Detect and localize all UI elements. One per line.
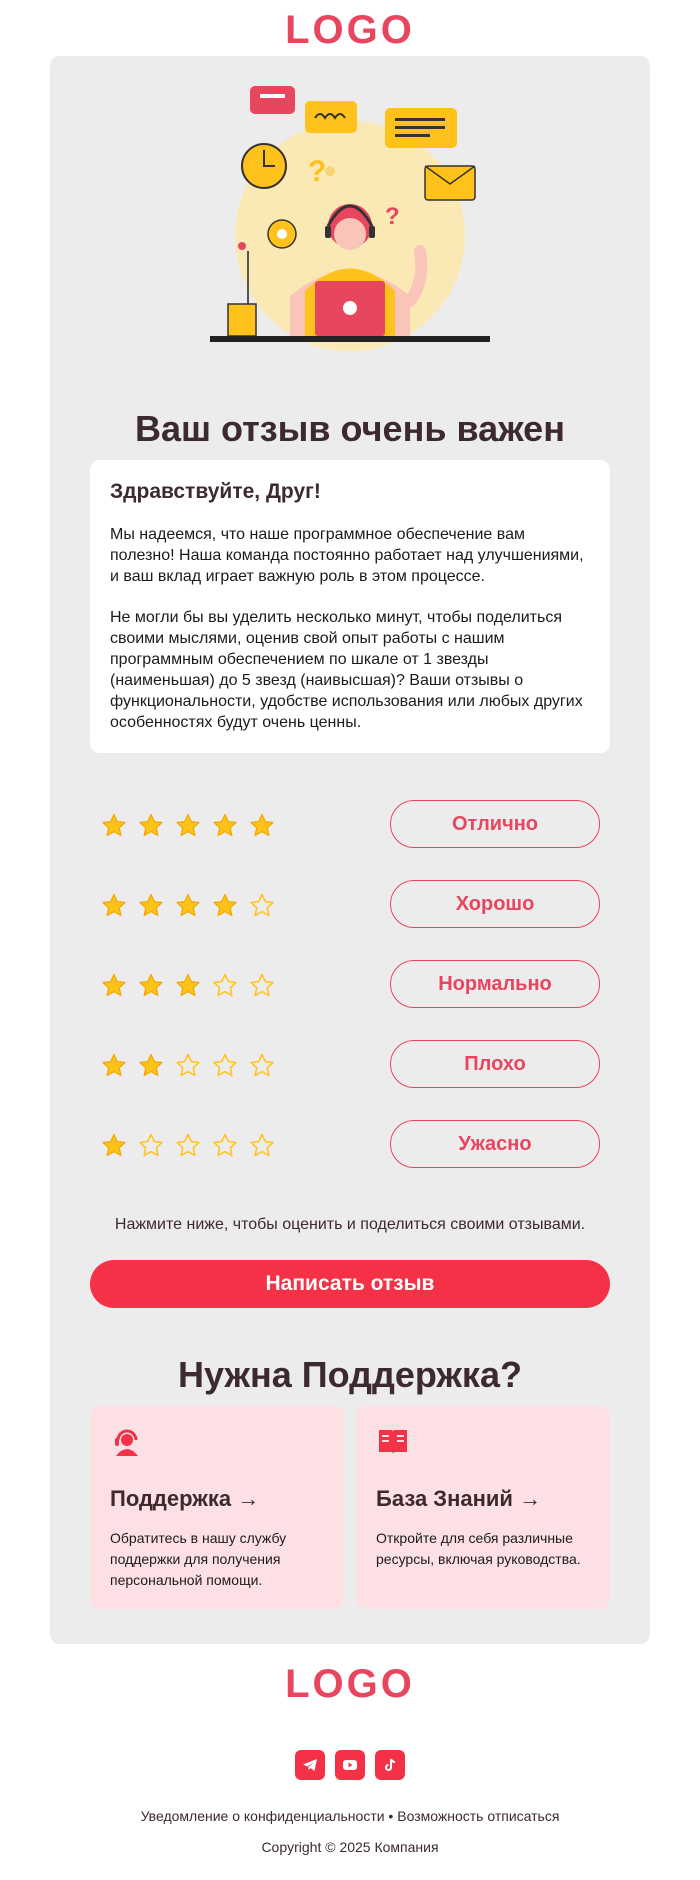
svg-text:?: ? [385,203,400,230]
star-filled-icon[interactable] [100,812,128,840]
rate-excellent-button[interactable]: Отлично [390,800,600,848]
star-empty-icon[interactable] [248,1052,276,1080]
support-title: Нужна Поддержка? [178,1354,522,1395]
tiktok-icon [382,1757,398,1773]
letter-paragraph-2: Не могли бы вы уделить несколько минут, чтобы поделиться своими мыслями, оценив свой опыт работы с нашим программным обеспечением по шкале от 1 звезды (наименьшая) до 5 звезд (наивысшая)? Ваши отзывы о функциональности, удобстве использования или любых других особенностях будут очень ценны. [110,609,583,731]
star-filled-icon[interactable] [174,972,202,1000]
rate-bad-button[interactable]: Плохо [390,1040,600,1088]
knowledge-base-card-title: База Знаний → [376,1486,542,1511]
support-agent-illustration [50,66,650,376]
star-filled-icon[interactable] [100,1132,128,1160]
footer-separator: • [384,1808,398,1824]
header-logo[interactable]: LOGO [285,8,415,52]
social-links [0,1750,700,1780]
rate-terrible-button[interactable]: Ужасно [390,1120,600,1168]
letter-card [90,460,610,753]
rating-row-1 [90,1120,610,1170]
tiktok-link[interactable] [375,1750,405,1780]
knowledge-base-card[interactable] [356,1406,610,1609]
star-filled-icon[interactable] [211,812,239,840]
star-filled-icon[interactable] [100,1052,128,1080]
footer-logo[interactable]: LOGO [285,1662,415,1706]
star-rating[interactable] [100,812,276,840]
star-rating[interactable] [100,1052,276,1080]
headline-line1: Ваш отзыв очень важен [135,408,565,449]
privacy-link[interactable]: Уведомление о конфиденциальности [140,1808,385,1824]
star-empty-icon[interactable] [174,1132,202,1160]
support-card-text: Обратитесь в нашу службу поддержки для получения персональной помощи. [110,1530,287,1588]
star-empty-icon[interactable] [248,1132,276,1160]
star-empty-icon[interactable] [211,972,239,1000]
book-icon [376,1424,410,1458]
star-filled-icon[interactable] [248,812,276,840]
star-empty-icon[interactable] [137,1132,165,1160]
support-card-title: Поддержка → [110,1486,260,1511]
star-rating[interactable] [100,1132,276,1160]
rating-row-3 [90,960,610,1010]
star-filled-icon[interactable] [174,892,202,920]
rating-row-4 [90,880,610,930]
rate-good-button[interactable]: Хорошо [390,880,600,928]
letter-paragraph-1: Мы надеемся, что наше программное обеспечение вам полезно! Наша команда постоянно работает над улучшениями, и ваш вклад играет важную роль в этом процессе. [110,526,584,585]
star-empty-icon[interactable] [211,1132,239,1160]
copyright: Copyright © 2025 Компания [261,1839,439,1855]
rating-hint: Нажмите ниже, чтобы оценить и поделиться своими отзывами. [114,1216,586,1233]
star-filled-icon[interactable] [137,1052,165,1080]
rating-row-2 [90,1040,610,1090]
star-filled-icon[interactable] [137,812,165,840]
telegram-link[interactable] [295,1750,325,1780]
headset-icon [110,1424,144,1458]
star-filled-icon[interactable] [137,972,165,1000]
svg-text:?: ? [308,155,327,188]
unsubscribe-link[interactable]: Возможность отписаться [397,1808,560,1824]
star-empty-icon[interactable] [248,892,276,920]
star-rating[interactable] [100,892,276,920]
greeting: Здравствуйте, Друг! [110,480,321,503]
star-filled-icon[interactable] [174,812,202,840]
youtube-link[interactable] [335,1750,365,1780]
youtube-icon [342,1757,358,1773]
support-card[interactable] [90,1406,344,1609]
star-filled-icon[interactable] [100,892,128,920]
star-filled-icon[interactable] [211,892,239,920]
telegram-icon [302,1757,318,1773]
main-card [50,56,650,1644]
star-filled-icon[interactable] [100,972,128,1000]
star-empty-icon[interactable] [174,1052,202,1080]
rate-normal-button[interactable]: Нормально [390,960,600,1008]
star-empty-icon[interactable] [248,972,276,1000]
star-empty-icon[interactable] [211,1052,239,1080]
write-review-button[interactable]: Написать отзыв [90,1260,610,1308]
star-rating[interactable] [100,972,276,1000]
knowledge-base-card-text: Откройте для себя различные ресурсы, включая руководства. [376,1530,581,1567]
footer-links [0,1808,700,1824]
rating-row-5 [90,800,610,850]
star-filled-icon[interactable] [137,892,165,920]
